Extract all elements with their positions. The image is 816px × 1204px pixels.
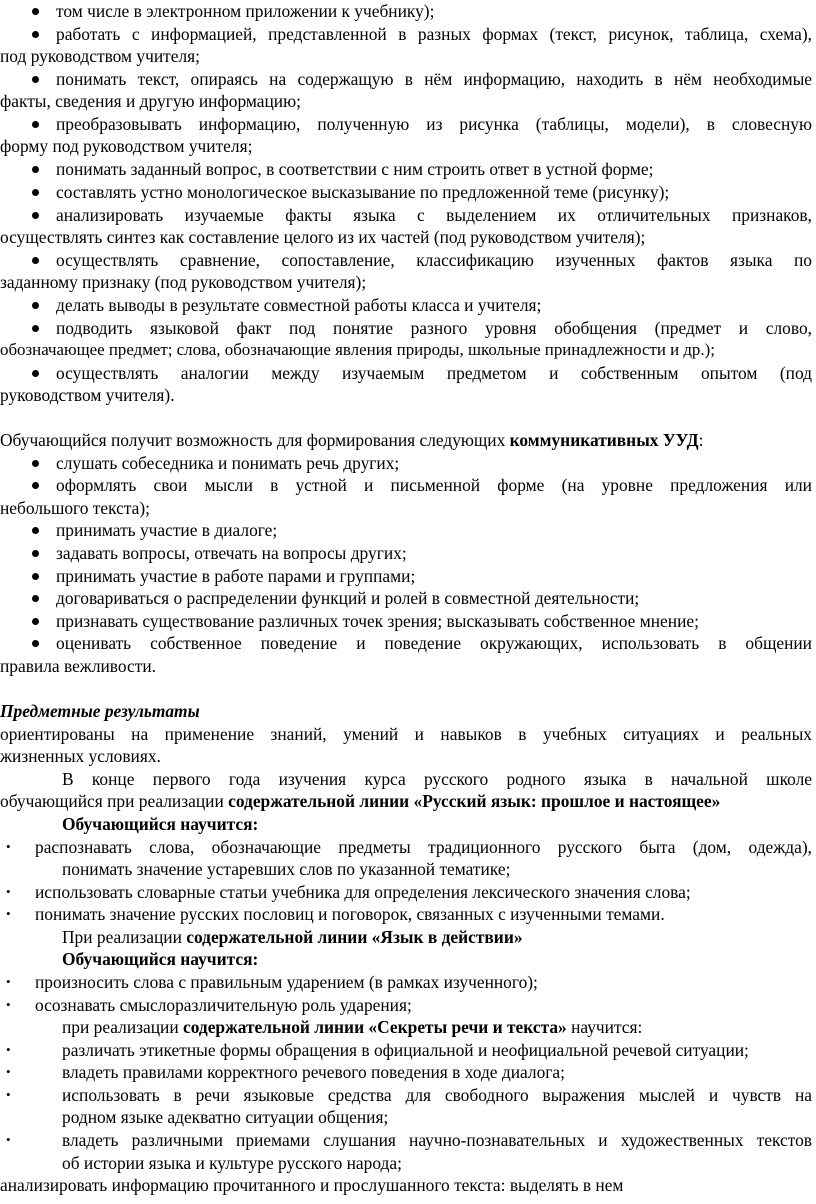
list-item: понимать текст, опираясь на содержащую в нём информацию, находить в нём необходимые — [0, 68, 816, 91]
list-item: том числе в электронном приложении к учебнику); — [0, 0, 816, 23]
bullet-icon — [32, 527, 39, 534]
list-item: анализировать изучаемые факты языка с выделением их отличительных признаков, — [0, 204, 816, 227]
list-item: слушать собеседника и понимать речь других; — [0, 452, 816, 475]
text-line: факты, сведения и другую информацию; — [0, 91, 301, 111]
list-item: • понимать значение русских пословиц и поговорок, связанных с изученными темами. — [6, 904, 665, 924]
bullet-icon — [32, 460, 39, 467]
text-line: жизненных условиях. — [0, 746, 161, 766]
bold-term: содержательной линии «Русский язык: прошлое и настоящее» — [228, 791, 721, 811]
list-item: • различать этикетные формы обращения в официальной и неофициальной речевой ситуации; — [6, 1040, 749, 1060]
bullet-icon: • — [6, 1042, 11, 1057]
bullet-icon — [32, 640, 39, 647]
text-line: обозначающее предмет; слова, обозначающие явления природы, школьные принадлежности и др.); — [0, 340, 715, 359]
list-item: • использовать словарные статьи учебника для определения лексического значения слова; — [6, 882, 691, 902]
list-item: составлять устно монологическое высказывание по предложенной теме (рисунку); — [0, 181, 816, 204]
list-item: • владеть различными приемами слушания научно-познавательных и художественных текстов — [6, 1130, 812, 1150]
text-line: об истории языка и культуре русского народа; — [62, 1153, 402, 1173]
list-item: • распознавать слова, обозначающие предметы традиционного русского быта (дом, одежда), — [6, 837, 812, 857]
list-item: делать выводы в результате совместной работы класса и учителя; — [0, 294, 816, 317]
list-item: подводить языковой факт под понятие разного уровня обобщения (предмет и слово, — [0, 317, 816, 340]
list-item: осуществлять сравнение, сопоставление, классификацию изученных фактов языка по — [0, 249, 816, 272]
list-item: задавать вопросы, отвечать на вопросы других; — [0, 542, 816, 565]
bullet-icon — [32, 573, 39, 580]
bullet-icon: • — [6, 1064, 11, 1079]
list-item: договариваться о распределении функций и ролей в совместной деятельности; — [0, 587, 816, 610]
bullet-icon: • — [6, 1132, 11, 1147]
bullet-icon — [32, 302, 39, 309]
bullet-icon — [32, 257, 39, 264]
text-line: под руководством учителя; — [0, 46, 200, 66]
sub-heading: Обучающийся научится: — [62, 949, 259, 969]
bullet-icon — [32, 189, 39, 196]
section-heading: Предметные результаты — [0, 701, 200, 721]
list-item: • произносить слова с правильным ударением (в рамках изученного); — [6, 972, 538, 992]
list-item: • осознавать смыслоразличительную роль ударения; — [6, 995, 412, 1015]
bullet-icon — [32, 31, 39, 38]
bullet-icon — [32, 325, 39, 332]
bullet-icon — [32, 482, 39, 489]
text-line: анализировать информацию прочитанного и прослушанного текста: выделять в нем — [0, 1175, 624, 1195]
text-line: при реализации содержательной линии «Секреты речи и текста» научится: — [62, 1017, 643, 1037]
text-line: понимать значение устаревших слов по указанной тематике; — [62, 859, 511, 879]
bullet-icon — [32, 550, 39, 557]
list-item: принимать участие в диалоге; — [0, 519, 816, 542]
bullet-icon: • — [6, 1087, 11, 1102]
list-item: работать с информацией, представленной в разных формах (текст, рисунок, таблица, схема), — [0, 23, 816, 46]
paragraph: Обучающийся получит возможность для формирования следующих коммуникативных УУД: — [0, 430, 704, 450]
text-line: осуществлять синтез как составление целого из их частей (под руководством учителя); — [0, 227, 646, 247]
bullet-icon — [32, 166, 39, 173]
bullet-icon: • — [6, 839, 11, 854]
list-item: понимать заданный вопрос, в соответствии с ним строить ответ в устной форме; — [0, 158, 816, 181]
bold-term: содержательной линии «Секреты речи и текста» — [183, 1017, 567, 1037]
text-line: форму под руководством учителя; — [0, 136, 253, 156]
bold-term: содержательной линии «Язык в действии» — [186, 927, 523, 947]
list-item: оформлять свои мысли в устной и письменной форме (на уровне предложения или — [0, 474, 816, 497]
bold-term: коммуникативных УУД — [509, 430, 699, 450]
text-line: небольшого текста); — [0, 498, 150, 518]
bullet-icon — [32, 618, 39, 625]
text-line: правила вежливости. — [0, 656, 157, 676]
bullet-icon — [32, 370, 39, 377]
bullet-icon: • — [6, 974, 11, 989]
bullet-icon — [32, 595, 39, 602]
text-line: родном языке адекватно ситуации общения; — [62, 1107, 389, 1127]
bullet-icon — [32, 8, 39, 15]
list-item: преобразовывать информацию, полученную из рисунка (таблицы, модели), в словесную — [0, 113, 816, 136]
list-item: • владеть правилами корректного речевого поведения в ходе диалога; — [6, 1062, 565, 1082]
bullet-icon: • — [6, 884, 11, 899]
list-item: оценивать собственное поведение и поведение окружающих, использовать в общении — [0, 632, 816, 655]
text-line: обучающийся при реализации содержательной линии «Русский язык: прошлое и настоящее» — [0, 791, 721, 811]
text-line: ориентированы на применение знаний, умений и навыков в учебных ситуациях и реальных — [0, 724, 812, 744]
text-line: руководством учителя). — [0, 385, 175, 405]
text-line: заданному признаку (под руководством учителя); — [0, 272, 367, 292]
bullet-icon: • — [6, 997, 11, 1012]
bullet-icon — [32, 76, 39, 83]
bullet-icon: • — [6, 906, 11, 921]
sub-heading: Обучающийся научится: — [62, 814, 259, 834]
text-line: В конце первого года изучения курса русского родного языка в начальной школе — [62, 769, 812, 789]
list-item: • использовать в речи языковые средства для свободного выражения мыслей и чувств на — [6, 1085, 812, 1105]
bullet-icon — [32, 121, 39, 128]
list-item: принимать участие в работе парами и группами; — [0, 565, 816, 588]
list-item: осуществлять аналогии между изучаемым предметом и собственным опытом (под — [0, 362, 816, 385]
bullet-icon — [32, 212, 39, 219]
list-item: признавать существование различных точек зрения; высказывать собственное мнение; — [0, 610, 816, 633]
text-line: При реализации содержательной линии «Язык в действии» — [62, 927, 523, 947]
